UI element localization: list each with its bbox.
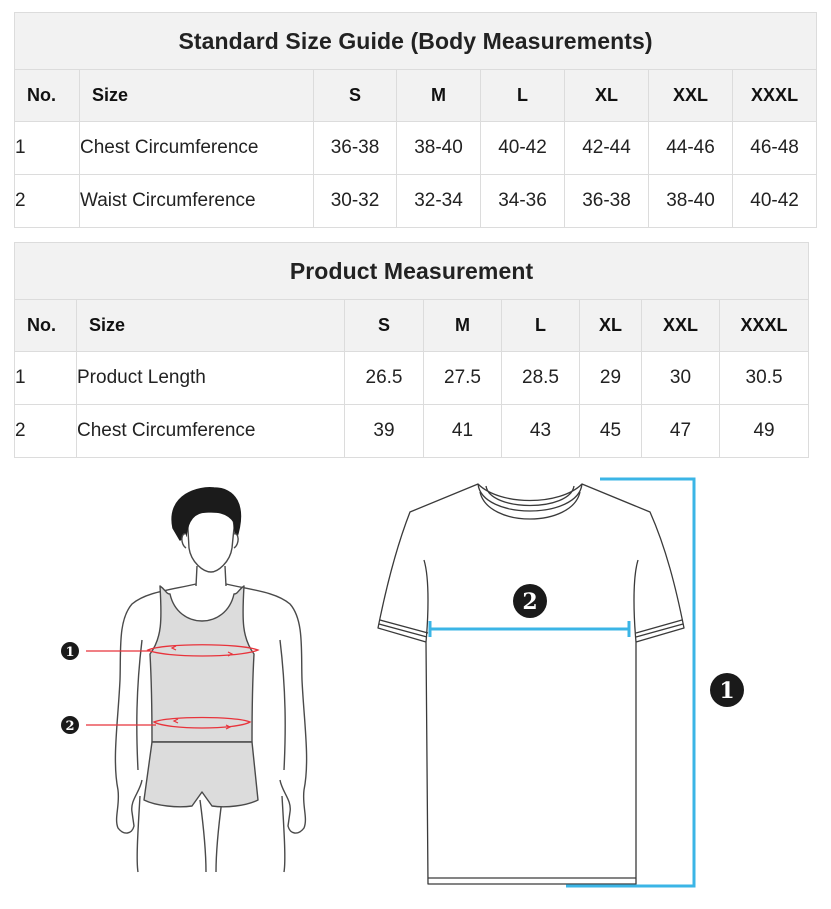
svg-text:1: 1 xyxy=(719,678,735,704)
body-size-table xyxy=(14,12,817,228)
table-row xyxy=(15,122,817,175)
body-pointer-lines xyxy=(86,651,156,725)
row-number: 1 xyxy=(15,122,80,175)
table-row xyxy=(15,175,817,228)
body-table-title: Standard Size Guide (Body Measurements) xyxy=(15,13,817,70)
cell-xl: 42-44 xyxy=(565,122,649,175)
cell-s: 36-38 xyxy=(314,122,397,175)
table-header-row xyxy=(15,300,809,352)
cell-xxl: 38-40 xyxy=(649,175,733,228)
header-xxxl: XXXL xyxy=(733,70,817,122)
row-label: Product Length xyxy=(77,352,345,405)
body-marker-1 xyxy=(61,642,79,660)
header-xxl: XXL xyxy=(642,300,720,352)
header-m: M xyxy=(424,300,502,352)
product-table-title: Product Measurement xyxy=(15,243,809,300)
row-number: 2 xyxy=(15,175,80,228)
tshirt-illustration xyxy=(378,484,684,884)
shorts-icon xyxy=(144,742,258,807)
header-s: S xyxy=(345,300,424,352)
shirt-marker-1 xyxy=(710,673,744,707)
table-row xyxy=(15,405,809,458)
product-size-table xyxy=(14,242,809,458)
cell-l: 43 xyxy=(502,405,580,458)
header-no: No. xyxy=(15,300,77,352)
cell-xxxl: 30.5 xyxy=(720,352,809,405)
cell-m: 38-40 xyxy=(397,122,481,175)
header-xl: XL xyxy=(580,300,642,352)
cell-m: 32-34 xyxy=(397,175,481,228)
tank-top-icon xyxy=(150,586,254,742)
row-label: Chest Circumference xyxy=(80,122,314,175)
cell-l: 40-42 xyxy=(481,122,565,175)
header-size: Size xyxy=(80,70,314,122)
header-xl: XL xyxy=(565,70,649,122)
shirt-marker-2 xyxy=(513,584,547,618)
header-xxl: XXL xyxy=(649,70,733,122)
cell-l: 28.5 xyxy=(502,352,580,405)
row-number: 1 xyxy=(15,352,77,405)
header-s: S xyxy=(314,70,397,122)
cell-s: 39 xyxy=(345,405,424,458)
header-no: No. xyxy=(15,70,80,122)
row-label: Chest Circumference xyxy=(77,405,345,458)
cell-xl: 29 xyxy=(580,352,642,405)
cell-m: 27.5 xyxy=(424,352,502,405)
body-figure-illustration xyxy=(115,488,306,872)
header-xxxl: XXXL xyxy=(720,300,809,352)
table-row xyxy=(15,352,809,405)
cell-xxxl: 40-42 xyxy=(733,175,817,228)
cell-xxxl: 46-48 xyxy=(733,122,817,175)
header-size: Size xyxy=(77,300,345,352)
header-l: L xyxy=(481,70,565,122)
svg-text:2: 2 xyxy=(65,719,75,734)
svg-text:1: 1 xyxy=(65,645,75,660)
header-l: L xyxy=(502,300,580,352)
cell-xxl: 47 xyxy=(642,405,720,458)
header-m: M xyxy=(397,70,481,122)
measurement-illustrations xyxy=(0,462,831,902)
cell-xxl: 30 xyxy=(642,352,720,405)
row-number: 2 xyxy=(15,405,77,458)
row-label: Waist Circumference xyxy=(80,175,314,228)
cell-xl: 45 xyxy=(580,405,642,458)
body-marker-2 xyxy=(61,716,79,734)
cell-m: 41 xyxy=(424,405,502,458)
cell-s: 30-32 xyxy=(314,175,397,228)
cell-xxxl: 49 xyxy=(720,405,809,458)
cell-l: 34-36 xyxy=(481,175,565,228)
cell-xxl: 44-46 xyxy=(649,122,733,175)
cell-xl: 36-38 xyxy=(565,175,649,228)
svg-text:2: 2 xyxy=(522,589,538,615)
table-header-row xyxy=(15,70,817,122)
cell-s: 26.5 xyxy=(345,352,424,405)
